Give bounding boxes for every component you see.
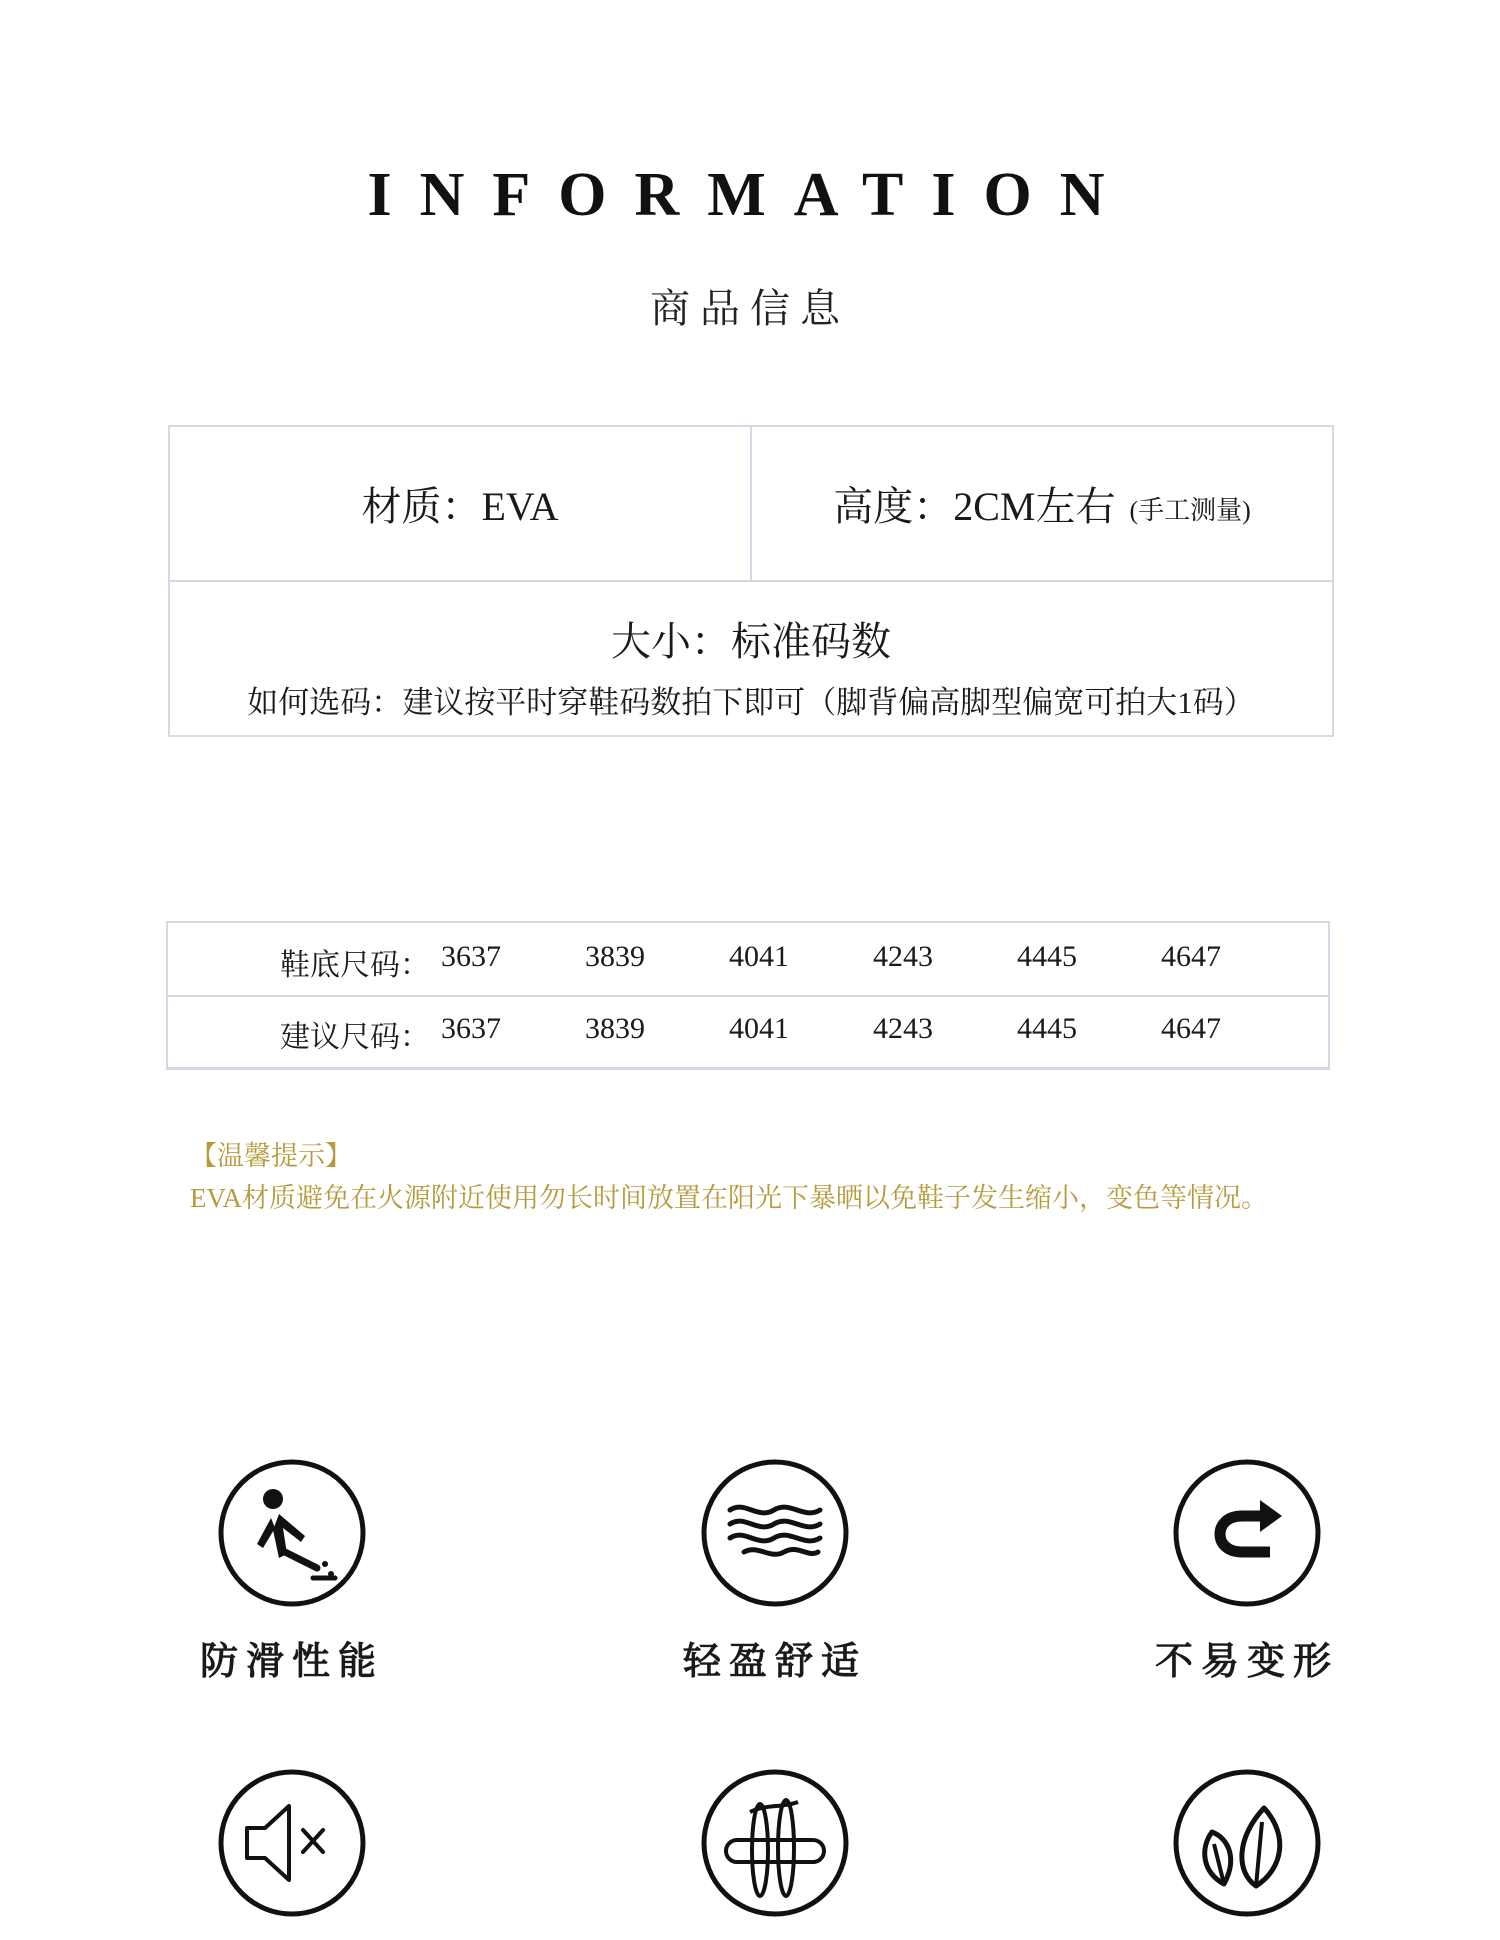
tip-title: 【温馨提示】: [190, 1141, 352, 1171]
mute-speaker-icon: [217, 1768, 367, 1918]
size-cell: [170, 582, 1332, 735]
feature-label: 防滑性能: [199, 1639, 384, 1683]
size-value: 4445: [1017, 1012, 1077, 1045]
size-text: 大小：标准码数: [611, 619, 891, 664]
size-value: 4243: [873, 940, 933, 973]
material-text: 材质：EVA: [361, 484, 559, 529]
size-value: 4647: [1161, 1012, 1221, 1045]
row-label: 鞋底尺码：: [280, 949, 430, 982]
page-subtitle: 商品信息: [650, 286, 850, 332]
feature-label: 不易变形: [1154, 1639, 1339, 1683]
height-text: 高度：2CM左右: [833, 484, 1116, 529]
size-value: 4647: [1161, 940, 1221, 973]
feature-anti-slip: [172, 1458, 412, 1685]
return-arrow-icon: [1172, 1458, 1322, 1608]
material-cell: [170, 427, 752, 582]
size-value: 3637: [441, 1012, 501, 1045]
table-row: [168, 923, 1328, 997]
size-value: 3839: [585, 940, 645, 973]
slip-icon: [217, 1458, 367, 1608]
product-info-table: [168, 425, 1334, 737]
feature-no-deform: [1127, 1458, 1367, 1685]
leaf-icon: [1172, 1768, 1322, 1918]
waves-icon: [700, 1458, 850, 1608]
size-value: 3839: [585, 1012, 645, 1045]
size-value: 4445: [1017, 940, 1077, 973]
height-cell: [752, 427, 1332, 582]
height-note: (手工测量): [1129, 496, 1251, 525]
size-value: 4243: [873, 1012, 933, 1045]
size-value: 4041: [729, 1012, 789, 1045]
row-label: 建议尺码：: [280, 1021, 430, 1054]
size-value: 3637: [441, 940, 501, 973]
feature-silent: [172, 1768, 412, 1940]
table-row: [168, 995, 1328, 1067]
size-guide-text: 如何选码：建议按平时穿鞋码数拍下即可（脚背偏高脚型偏宽可拍大1码）: [247, 685, 1255, 720]
feature-label: 轻盈舒适: [682, 1639, 867, 1683]
tip-text: EVA材质避免在火源附近使用勿长时间放置在阳光下暴晒以免鞋子发生缩小，变色等情况。: [190, 1183, 1269, 1213]
page-title: INFORMATION: [367, 161, 1133, 229]
feature-eco: [1127, 1768, 1367, 1940]
feature-lightweight: [655, 1458, 895, 1685]
size-value: 4041: [729, 940, 789, 973]
sole-flex-icon: [700, 1768, 850, 1918]
feature-flexible: [655, 1768, 895, 1940]
size-chart-table: [166, 921, 1330, 1070]
